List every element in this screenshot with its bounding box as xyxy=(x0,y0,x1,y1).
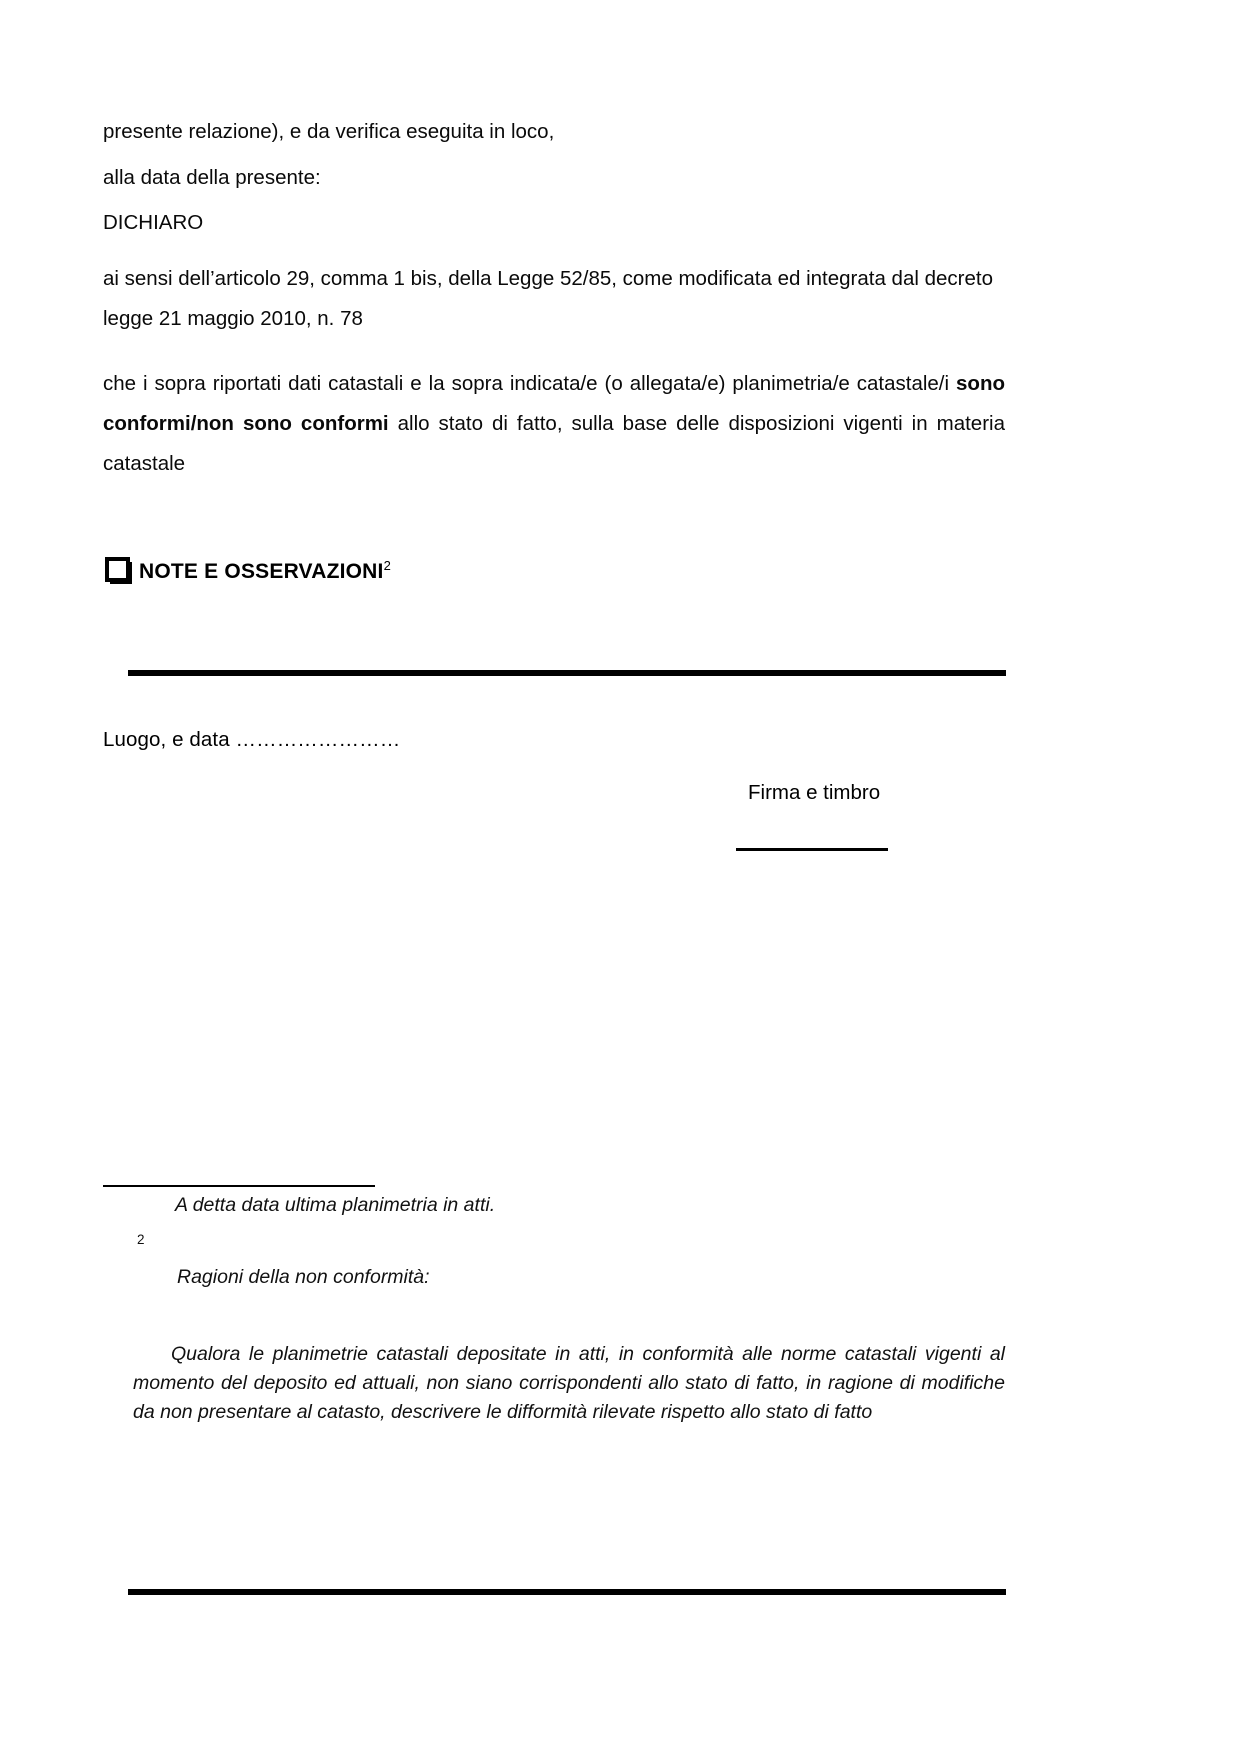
signature-line xyxy=(736,848,888,851)
footnote-2-text: Qualora le planimetrie catastali depositate in atti, in conformità alle norme catastali vigenti al momento del deposito ed attuali, non siano corrispondenti allo stato di fatto, in ragione di modifiche da non presentare al catasto, descrivere le difformità rilevate rispetto allo stato di fatto xyxy=(133,1343,1005,1423)
footer-rule xyxy=(128,1589,1006,1595)
footnote-1-text: A detta data ultima planimetria in atti. xyxy=(175,1194,496,1216)
paragraph-ai-sensi: ai sensi dell’articolo 29, comma 1 bis, della Legge 52/85, come modificata ed integrata dal decreto legge 21 maggio 2010, n. 78 xyxy=(103,266,993,330)
notes-section-label-wrapper xyxy=(139,559,391,582)
paragraph-dichiaro: DICHIARO xyxy=(103,211,204,234)
footnote-2-heading: Ragioni della non conformità: xyxy=(177,1266,430,1288)
signature-stamp-label: Firma e timbro xyxy=(748,781,881,804)
place-and-date-label: Luogo, e data …………………… xyxy=(103,728,401,751)
declaration-text-part-1: che i sopra riportati dati catastali e la sopra indicata/e (o allegata/e) planimetria/e catastale/i xyxy=(103,371,957,395)
notes-section-heading xyxy=(105,557,391,584)
empty-checkbox-icon[interactable] xyxy=(105,557,132,584)
footnote-2-marker: 2 xyxy=(137,1232,145,1247)
paragraph-declaration xyxy=(103,364,1005,484)
paragraph-presente-relazione: presente relazione), e da verifica eseguita in loco, xyxy=(103,120,555,143)
notes-answer-rule xyxy=(128,670,1006,676)
notes-footnote-reference: 2 xyxy=(383,558,391,573)
notes-section-label: NOTE E OSSERVAZIONI xyxy=(139,560,384,583)
footnote-block xyxy=(103,1196,1005,1216)
body-text-block xyxy=(103,122,1005,484)
declaration-text-part-2: allo stato di fatto, sulla base delle disposizioni vigenti in materia catastale xyxy=(103,411,1005,475)
paragraph-alla-data: alla data della presente: xyxy=(103,165,321,189)
checkbox-box xyxy=(105,557,130,582)
footnote-separator xyxy=(103,1185,375,1187)
declaration-text-bold: sono conformi/non sono conformi xyxy=(103,371,1005,435)
